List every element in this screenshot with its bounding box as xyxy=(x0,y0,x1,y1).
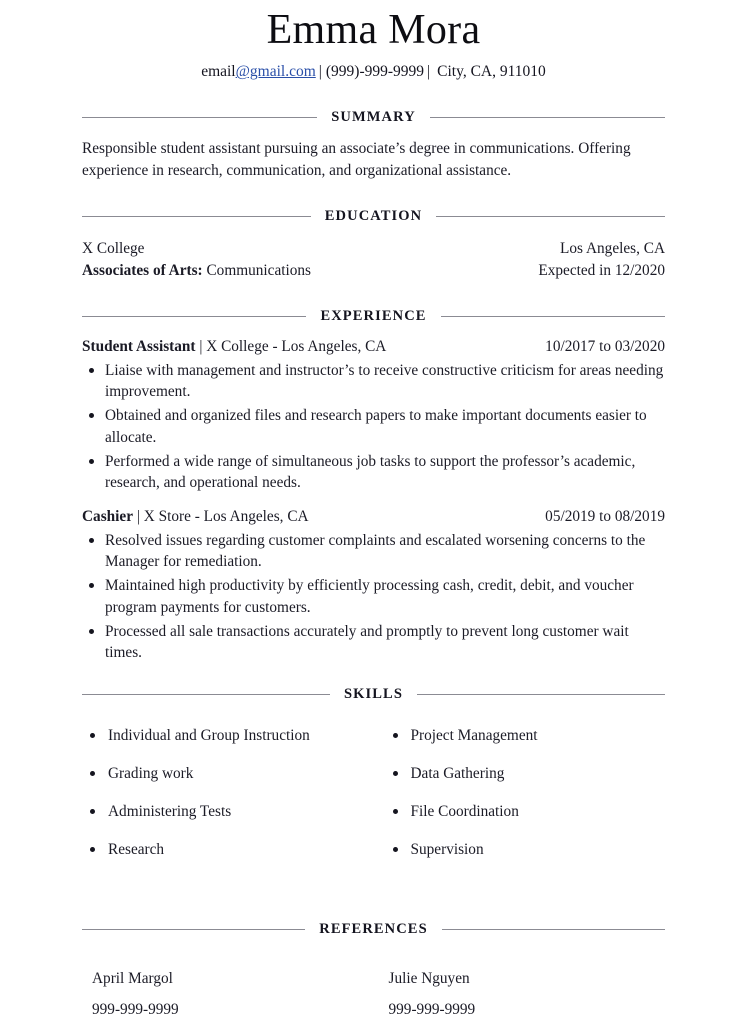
section-title-summary: SUMMARY xyxy=(331,108,416,125)
education-degree-field: Communications xyxy=(206,262,312,280)
candidate-name: Emma Mora xyxy=(266,7,481,53)
list-item: Data Gathering xyxy=(385,764,666,784)
section-title-references: REFERENCES xyxy=(319,921,428,938)
rule-right xyxy=(430,117,665,118)
list-item: Research xyxy=(82,840,374,860)
section-header-experience xyxy=(82,308,665,325)
section-header-education xyxy=(82,208,665,225)
list-item: Supervision xyxy=(385,840,666,860)
contact-line xyxy=(82,62,665,82)
experience-dates: 10/2017 to 03/2020 xyxy=(545,337,665,355)
experience-dates: 05/2019 to 08/2019 xyxy=(545,507,665,525)
resume-page xyxy=(0,7,747,1018)
reference-entry xyxy=(82,968,374,1020)
list-item: Grading work xyxy=(82,764,374,784)
experience-entry xyxy=(82,336,665,494)
list-item: Performed a wide range of simultaneous job tasks to support the professor’s academic, research, and operational needs. xyxy=(82,451,665,494)
skills-column-left xyxy=(82,726,374,878)
contact-separator-2: | xyxy=(427,63,431,81)
reference-entry xyxy=(374,968,666,1020)
education-location: Los Angeles, CA xyxy=(560,240,665,258)
list-item: Processed all sale transactions accurately and promptly to prevent long customer wait times. xyxy=(82,621,665,664)
education-row-school xyxy=(82,238,665,260)
experience-heading xyxy=(82,506,665,528)
email-link[interactable]: @gmail.com xyxy=(235,63,316,81)
reference-phone: 999-999-9999 xyxy=(388,1000,476,1018)
summary-text: Responsible student assistant pursuing an associate’s degree in communications. Offering experience in research, communication, and organizational assistance. xyxy=(82,139,631,179)
list-item: Obtained and organized files and research papers to make important documents easier to allocate. xyxy=(82,405,665,448)
reference-name: Julie Nguyen xyxy=(388,970,470,988)
section-title-education: EDUCATION xyxy=(324,208,423,225)
contact-location: City, CA, 911010 xyxy=(437,63,546,81)
experience-heading xyxy=(82,336,665,358)
rule-left xyxy=(82,694,330,695)
reference-name: April Margol xyxy=(92,970,173,988)
education-degree xyxy=(82,260,311,282)
education-degree-label: Associates of Arts: xyxy=(82,262,203,280)
section-title-experience: EXPERIENCE xyxy=(320,307,427,324)
experience-bullet-list xyxy=(82,530,665,664)
section-header-summary xyxy=(82,109,665,126)
list-item: Individual and Group Instruction xyxy=(82,726,374,746)
contact-separator-1: | xyxy=(318,63,322,81)
phone-number: (999)-999-9999 xyxy=(325,63,425,81)
section-header-references xyxy=(82,921,665,938)
rule-right xyxy=(417,694,665,695)
experience-role: Student Assistant xyxy=(82,337,196,355)
section-header-skills xyxy=(82,686,665,703)
list-item: Liaise with management and instructor’s to receive constructive criticism for areas needing improvement. xyxy=(82,360,665,403)
list-item: Administering Tests xyxy=(82,802,374,822)
experience-entry xyxy=(82,506,665,664)
list-item: File Coordination xyxy=(385,802,666,822)
rule-right xyxy=(441,316,665,317)
education-school: X College xyxy=(82,240,145,258)
rule-left xyxy=(82,316,306,317)
list-item: Resolved issues regarding customer complaints and escalated worsening concerns to the Manager for remediation. xyxy=(82,530,665,573)
skills-list xyxy=(385,726,666,860)
rule-left xyxy=(82,117,317,118)
education-entry xyxy=(82,238,665,281)
skills-list xyxy=(82,726,374,860)
experience-bullet-list xyxy=(82,360,665,494)
experience-company: | X Store - Los Angeles, CA xyxy=(136,507,309,525)
section-title-skills: SKILLS xyxy=(344,685,403,702)
skills-columns xyxy=(82,726,665,878)
experience-company: | X College - Los Angeles, CA xyxy=(199,337,387,355)
education-row-degree xyxy=(82,260,665,282)
rule-right xyxy=(436,216,665,217)
experience-title-company xyxy=(82,506,309,528)
rule-left xyxy=(82,216,311,217)
references-columns xyxy=(82,968,665,1020)
email-local-part: email xyxy=(201,63,236,81)
experience-role: Cashier xyxy=(82,507,133,525)
list-item: Maintained high productivity by efficiently processing cash, credit, debit, and voucher program payments for customers. xyxy=(82,575,665,618)
rule-right xyxy=(442,929,665,930)
experience-title-company xyxy=(82,336,386,358)
list-item: Project Management xyxy=(385,726,666,746)
education-graduation: Expected in 12/2020 xyxy=(538,262,665,280)
reference-phone: 999-999-9999 xyxy=(92,1000,179,1018)
skills-column-right xyxy=(374,726,666,878)
rule-left xyxy=(82,929,305,930)
